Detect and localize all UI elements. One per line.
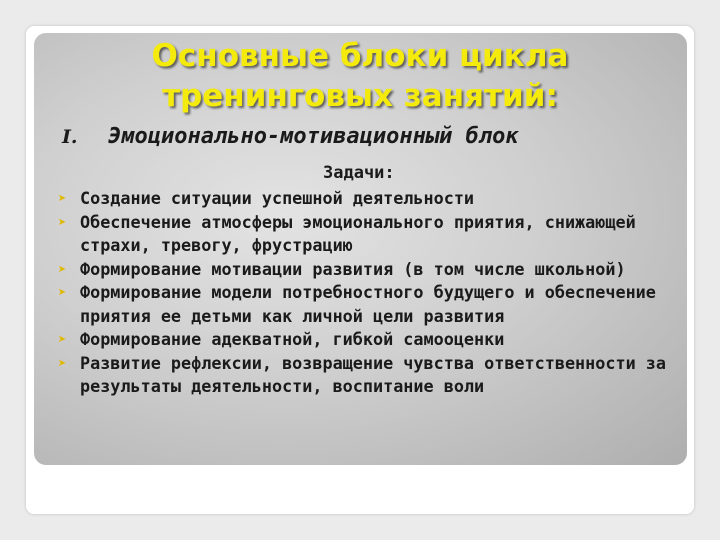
arrow-bullet-icon: ➤	[58, 191, 67, 207]
task-item	[58, 187, 678, 211]
slide-title	[120, 36, 600, 116]
arrow-bullet-icon: ➤	[58, 332, 67, 348]
block-number: I.	[62, 126, 78, 148]
tasks-label: Задачи:	[323, 163, 395, 183]
arrow-bullet-icon: ➤	[58, 355, 67, 372]
task-item	[58, 352, 678, 399]
task-text: Обеспечение атмосферы эмоционального приятия, снижающей страхи, тревогу, фрустрацию	[80, 211, 636, 255]
task-item	[58, 328, 678, 352]
task-text: Создание ситуации успешной деятельности	[80, 188, 475, 208]
task-item	[58, 258, 678, 282]
task-text: Формирование мотивации развития (в том числе школьной)	[80, 258, 626, 279]
task-text: Формирование адекватной, гибкой самооценки	[80, 329, 505, 349]
task-text: Формирование модели потребностного будущего и обеспечение приятия ее детьми как личной цели развития	[80, 282, 656, 326]
block-heading	[62, 124, 682, 149]
block-title: Эмоционально-мотивационный блок	[108, 124, 519, 149]
task-text: Развитие рефлексии, возвращение чувства ответственности за результаты деятельности, воспитание воли	[80, 352, 666, 396]
title-line-1: Основные блоки цикла	[151, 38, 569, 74]
task-item	[58, 211, 678, 258]
title-line-2: тренинговых занятий:	[162, 78, 558, 114]
arrow-bullet-icon: ➤	[58, 261, 67, 278]
task-list	[58, 187, 678, 399]
arrow-bullet-icon: ➤	[58, 285, 67, 301]
task-item	[58, 281, 678, 328]
arrow-bullet-icon: ➤	[58, 214, 67, 231]
